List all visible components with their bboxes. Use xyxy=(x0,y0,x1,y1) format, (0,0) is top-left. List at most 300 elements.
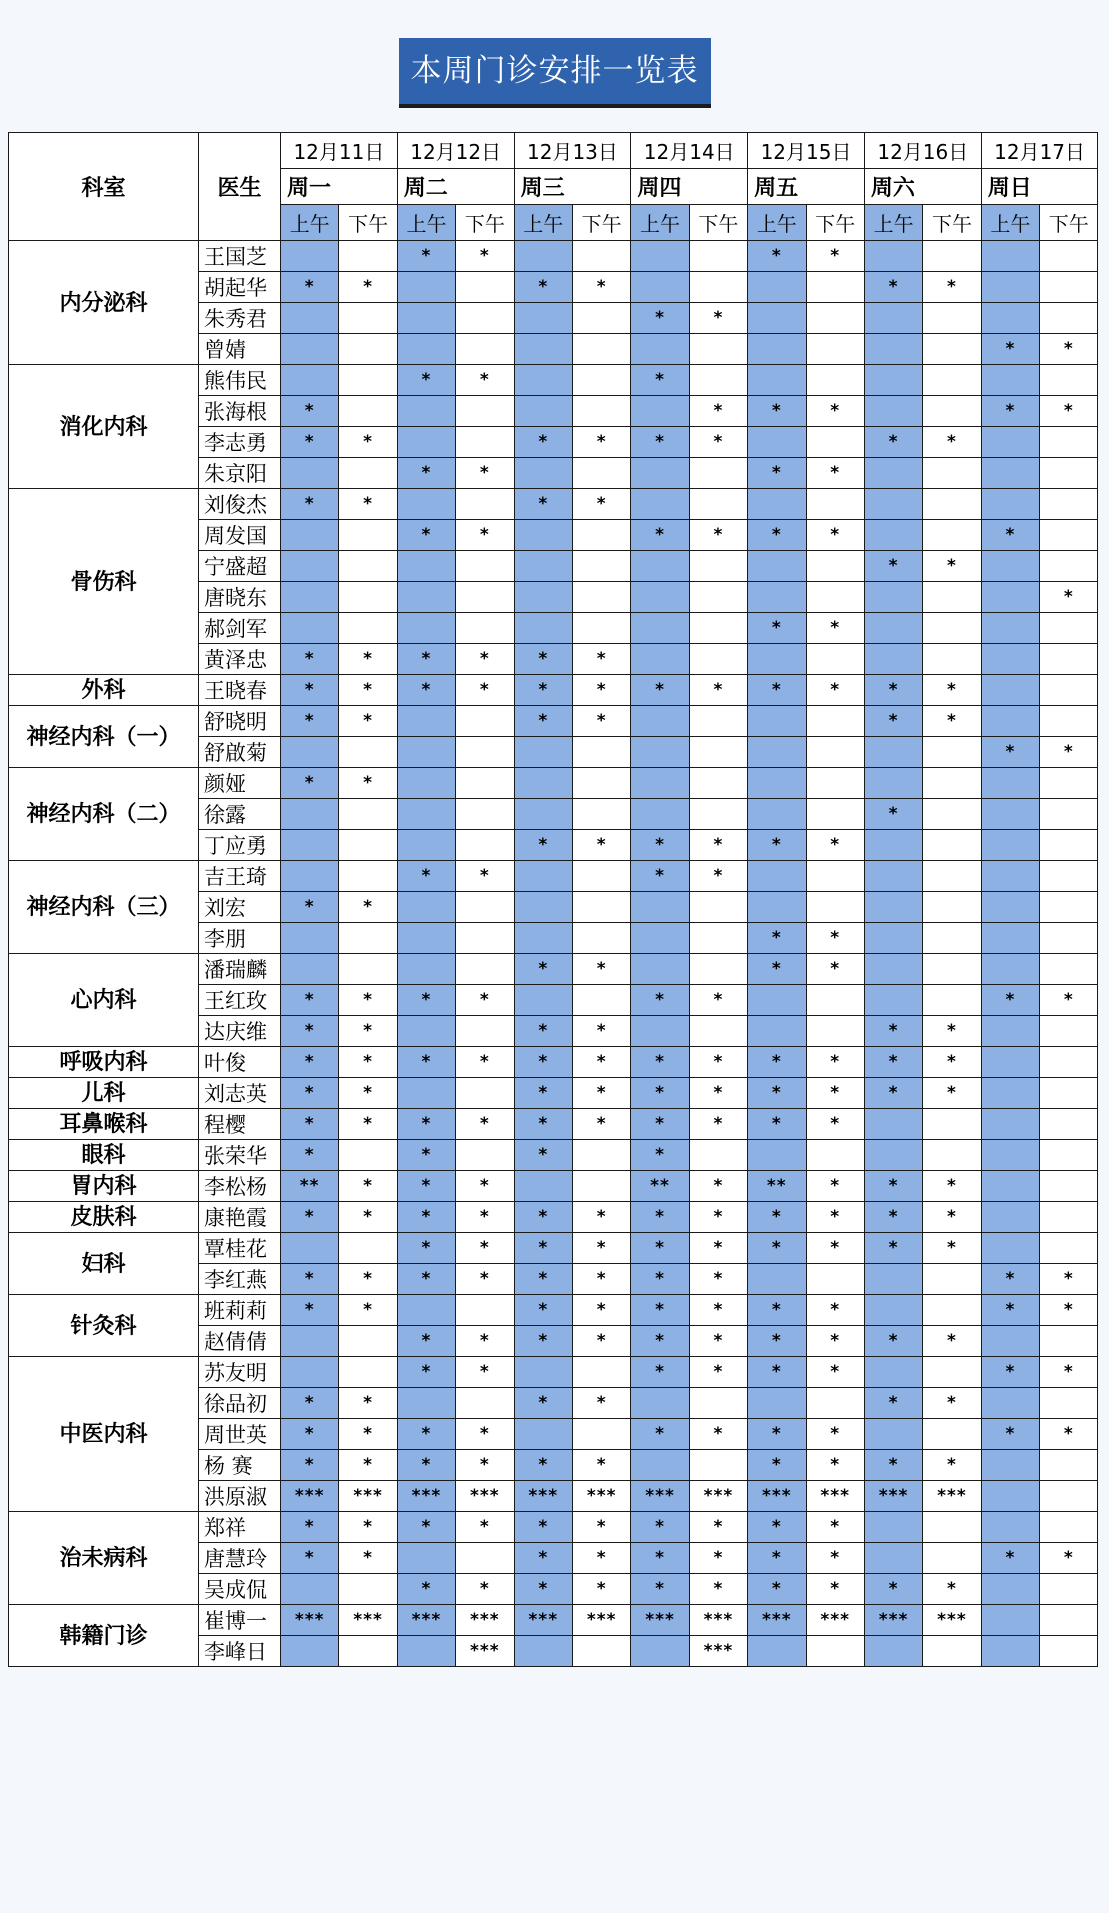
schedule-cell: * xyxy=(514,675,572,706)
schedule-cell xyxy=(923,799,981,830)
schedule-cell xyxy=(631,272,689,303)
schedule-cell: * xyxy=(864,675,922,706)
schedule-cell xyxy=(339,365,397,396)
schedule-cell xyxy=(864,1109,922,1140)
doctor-name: 刘宏 xyxy=(199,892,281,923)
schedule-cell xyxy=(281,799,339,830)
schedule-cell xyxy=(1040,303,1098,334)
schedule-cell: * xyxy=(806,1109,864,1140)
schedule-cell: *** xyxy=(514,1481,572,1512)
schedule-cell xyxy=(339,1636,397,1667)
schedule-cell xyxy=(281,458,339,489)
schedule-cell: * xyxy=(1040,396,1098,427)
schedule-cell xyxy=(631,613,689,644)
schedule-cell: * xyxy=(572,1388,630,1419)
schedule-cell xyxy=(689,644,747,675)
schedule-cell: * xyxy=(864,1388,922,1419)
schedule-cell xyxy=(748,768,806,799)
schedule-cell xyxy=(981,892,1039,923)
schedule-cell xyxy=(864,892,922,923)
doctor-name: 胡起华 xyxy=(199,272,281,303)
schedule-cell xyxy=(981,954,1039,985)
schedule-cell: * xyxy=(806,396,864,427)
schedule-cell: * xyxy=(631,1574,689,1605)
schedule-cell xyxy=(397,551,455,582)
schedule-cell xyxy=(689,1450,747,1481)
schedule-cell xyxy=(689,1016,747,1047)
schedule-cell xyxy=(981,675,1039,706)
schedule-cell: * xyxy=(689,1543,747,1574)
schedule-cell xyxy=(981,1078,1039,1109)
schedule-cell: * xyxy=(689,396,747,427)
schedule-cell: * xyxy=(281,675,339,706)
table-row xyxy=(9,1047,1098,1078)
schedule-cell xyxy=(572,551,630,582)
schedule-cell: * xyxy=(864,1171,922,1202)
schedule-cell: * xyxy=(514,1543,572,1574)
schedule-cell: * xyxy=(281,706,339,737)
schedule-cell xyxy=(572,985,630,1016)
table-row xyxy=(9,1233,1098,1264)
weekday-3: 周三 xyxy=(514,169,631,205)
table-row xyxy=(9,1171,1098,1202)
schedule-cell xyxy=(572,458,630,489)
schedule-cell: * xyxy=(864,551,922,582)
department-name: 消化内科 xyxy=(9,365,199,489)
schedule-cell: * xyxy=(689,1326,747,1357)
department-name: 神经内科（二） xyxy=(9,768,199,861)
schedule-cell: *** xyxy=(456,1605,514,1636)
schedule-cell: * xyxy=(397,985,455,1016)
schedule-cell xyxy=(923,396,981,427)
schedule-cell xyxy=(281,1357,339,1388)
schedule-cell xyxy=(981,1450,1039,1481)
schedule-cell xyxy=(923,923,981,954)
schedule-cell xyxy=(923,1636,981,1667)
schedule-body xyxy=(9,133,1098,1667)
schedule-cell xyxy=(631,334,689,365)
schedule-cell: * xyxy=(456,458,514,489)
schedule-cell xyxy=(981,1109,1039,1140)
schedule-cell xyxy=(923,520,981,551)
schedule-cell: * xyxy=(631,1233,689,1264)
schedule-cell: * xyxy=(281,396,339,427)
pm-label: 下午 xyxy=(339,205,397,241)
date-2: 12月12日 xyxy=(397,133,514,169)
weekday-4: 周四 xyxy=(631,169,748,205)
schedule-cell: * xyxy=(631,1357,689,1388)
schedule-cell xyxy=(923,1264,981,1295)
schedule-cell xyxy=(748,303,806,334)
schedule-cell: * xyxy=(514,1574,572,1605)
doctor-name: 李朋 xyxy=(199,923,281,954)
schedule-cell: * xyxy=(689,1047,747,1078)
schedule-cell: * xyxy=(514,1016,572,1047)
schedule-cell xyxy=(981,1326,1039,1357)
schedule-cell xyxy=(748,644,806,675)
schedule-cell: * xyxy=(748,1512,806,1543)
schedule-cell xyxy=(1040,1016,1098,1047)
schedule-cell xyxy=(923,613,981,644)
schedule-cell: * xyxy=(631,365,689,396)
schedule-cell: * xyxy=(923,1202,981,1233)
schedule-cell xyxy=(572,334,630,365)
schedule-cell: * xyxy=(281,489,339,520)
schedule-cell: *** xyxy=(864,1605,922,1636)
schedule-cell xyxy=(748,272,806,303)
schedule-cell: * xyxy=(1040,1357,1098,1388)
header-date-row xyxy=(9,133,1098,169)
schedule-cell xyxy=(981,1512,1039,1543)
doctor-name: 潘瑞麟 xyxy=(199,954,281,985)
schedule-cell xyxy=(514,985,572,1016)
schedule-cell: * xyxy=(339,1450,397,1481)
schedule-cell xyxy=(689,892,747,923)
am-label: 上午 xyxy=(981,205,1039,241)
schedule-cell xyxy=(397,1078,455,1109)
schedule-cell xyxy=(981,551,1039,582)
schedule-cell xyxy=(631,551,689,582)
pm-label: 下午 xyxy=(923,205,981,241)
schedule-cell: *** xyxy=(339,1481,397,1512)
doctor-name: 康艳霞 xyxy=(199,1202,281,1233)
date-6: 12月16日 xyxy=(864,133,981,169)
schedule-cell: * xyxy=(748,1543,806,1574)
schedule-cell: * xyxy=(748,1574,806,1605)
schedule-cell xyxy=(456,1016,514,1047)
schedule-cell xyxy=(806,1264,864,1295)
schedule-cell xyxy=(456,1388,514,1419)
schedule-cell: * xyxy=(806,1574,864,1605)
schedule-cell: * xyxy=(572,706,630,737)
schedule-cell xyxy=(923,985,981,1016)
schedule-cell xyxy=(456,892,514,923)
schedule-cell: * xyxy=(281,427,339,458)
title-bar xyxy=(0,38,1109,108)
schedule-cell: * xyxy=(689,830,747,861)
schedule-cell: * xyxy=(456,1326,514,1357)
department-name: 儿科 xyxy=(9,1078,199,1109)
schedule-cell xyxy=(281,334,339,365)
doctor-name: 刘俊杰 xyxy=(199,489,281,520)
schedule-cell xyxy=(1040,1512,1098,1543)
schedule-cell xyxy=(806,582,864,613)
schedule-cell: * xyxy=(1040,1419,1098,1450)
weekday-6: 周六 xyxy=(864,169,981,205)
schedule-cell xyxy=(339,303,397,334)
schedule-cell xyxy=(514,1636,572,1667)
schedule-cell xyxy=(572,396,630,427)
schedule-cell xyxy=(1040,954,1098,985)
schedule-cell: *** xyxy=(689,1481,747,1512)
schedule-cell xyxy=(1040,1636,1098,1667)
schedule-cell xyxy=(923,1419,981,1450)
schedule-cell xyxy=(631,489,689,520)
schedule-cell xyxy=(572,303,630,334)
doctor-name: 达庆维 xyxy=(199,1016,281,1047)
schedule-cell: * xyxy=(923,1574,981,1605)
schedule-cell: * xyxy=(281,1016,339,1047)
schedule-cell: * xyxy=(281,272,339,303)
schedule-cell xyxy=(339,396,397,427)
schedule-cell: * xyxy=(456,1264,514,1295)
schedule-cell xyxy=(281,954,339,985)
schedule-cell: * xyxy=(339,1016,397,1047)
schedule-cell xyxy=(339,1326,397,1357)
doctor-name: 朱京阳 xyxy=(199,458,281,489)
schedule-cell xyxy=(572,892,630,923)
schedule-cell: * xyxy=(456,1171,514,1202)
schedule-cell xyxy=(689,334,747,365)
schedule-cell xyxy=(864,768,922,799)
schedule-cell xyxy=(689,582,747,613)
schedule-cell xyxy=(397,427,455,458)
schedule-cell: * xyxy=(981,1543,1039,1574)
schedule-cell xyxy=(456,551,514,582)
schedule-cell: * xyxy=(689,1202,747,1233)
schedule-cell: * xyxy=(514,1295,572,1326)
schedule-cell: * xyxy=(572,1326,630,1357)
schedule-cell: * xyxy=(514,1388,572,1419)
schedule-cell xyxy=(397,923,455,954)
schedule-cell: * xyxy=(456,1202,514,1233)
schedule-cell xyxy=(864,1264,922,1295)
schedule-cell: *** xyxy=(748,1605,806,1636)
schedule-cell xyxy=(864,1357,922,1388)
schedule-cell: * xyxy=(689,1264,747,1295)
schedule-cell: * xyxy=(572,427,630,458)
schedule-cell: * xyxy=(806,1512,864,1543)
page-title: 本周门诊安排一览表 xyxy=(399,38,711,108)
schedule-cell xyxy=(1040,458,1098,489)
schedule-cell: * xyxy=(864,1450,922,1481)
doctor-name: 杨 赛 xyxy=(199,1450,281,1481)
department-name: 妇科 xyxy=(9,1233,199,1295)
schedule-cell: * xyxy=(631,1202,689,1233)
schedule-cell: * xyxy=(689,675,747,706)
schedule-cell: * xyxy=(339,1388,397,1419)
schedule-cell xyxy=(689,489,747,520)
schedule-cell xyxy=(397,768,455,799)
doctor-name: 吴成侃 xyxy=(199,1574,281,1605)
schedule-cell: * xyxy=(339,1078,397,1109)
schedule-cell: * xyxy=(981,985,1039,1016)
schedule-cell xyxy=(806,1140,864,1171)
schedule-cell xyxy=(572,1636,630,1667)
department-name: 心内科 xyxy=(9,954,199,1047)
schedule-cell xyxy=(1040,1140,1098,1171)
schedule-cell: * xyxy=(572,1512,630,1543)
department-name: 皮肤科 xyxy=(9,1202,199,1233)
schedule-cell xyxy=(339,799,397,830)
schedule-cell xyxy=(748,706,806,737)
schedule-cell xyxy=(923,1543,981,1574)
schedule-cell: * xyxy=(923,1450,981,1481)
schedule-cell: *** xyxy=(631,1605,689,1636)
schedule-cell xyxy=(514,1171,572,1202)
schedule-cell xyxy=(806,706,864,737)
schedule-cell: * xyxy=(339,1419,397,1450)
schedule-cell: * xyxy=(514,1202,572,1233)
schedule-cell xyxy=(981,1016,1039,1047)
schedule-cell xyxy=(339,1574,397,1605)
schedule-cell xyxy=(514,1419,572,1450)
schedule-cell: * xyxy=(631,1326,689,1357)
schedule-cell: *** xyxy=(397,1605,455,1636)
schedule-cell: * xyxy=(397,458,455,489)
schedule-cell: * xyxy=(631,675,689,706)
schedule-cell xyxy=(806,334,864,365)
schedule-cell: * xyxy=(339,1109,397,1140)
schedule-cell xyxy=(981,272,1039,303)
weekday-5: 周五 xyxy=(748,169,865,205)
schedule-cell xyxy=(864,985,922,1016)
schedule-cell xyxy=(923,365,981,396)
doctor-name: 王晓春 xyxy=(199,675,281,706)
header-doctor: 医生 xyxy=(199,133,281,241)
schedule-cell: * xyxy=(748,1233,806,1264)
schedule-cell xyxy=(1040,1109,1098,1140)
schedule-cell: * xyxy=(339,1171,397,1202)
schedule-cell: * xyxy=(689,1357,747,1388)
schedule-cell: * xyxy=(339,427,397,458)
schedule-cell: * xyxy=(456,1109,514,1140)
department-name: 胃内科 xyxy=(9,1171,199,1202)
doctor-name: 苏友明 xyxy=(199,1357,281,1388)
schedule-cell: * xyxy=(806,1078,864,1109)
schedule-cell xyxy=(923,1357,981,1388)
doctor-name: 郝剑军 xyxy=(199,613,281,644)
schedule-cell: * xyxy=(806,613,864,644)
doctor-name: 宁盛超 xyxy=(199,551,281,582)
schedule-cell: * xyxy=(748,1295,806,1326)
schedule-cell: * xyxy=(572,1574,630,1605)
schedule-cell: * xyxy=(456,1450,514,1481)
schedule-cell xyxy=(631,1450,689,1481)
schedule-cell xyxy=(456,582,514,613)
schedule-cell xyxy=(339,241,397,272)
schedule-cell: * xyxy=(456,861,514,892)
schedule-cell xyxy=(1040,520,1098,551)
schedule-cell: * xyxy=(748,396,806,427)
schedule-cell: * xyxy=(339,1047,397,1078)
schedule-cell xyxy=(864,954,922,985)
doctor-name: 徐品初 xyxy=(199,1388,281,1419)
schedule-cell: * xyxy=(689,303,747,334)
schedule-cell xyxy=(397,1636,455,1667)
schedule-cell xyxy=(981,427,1039,458)
schedule-cell: * xyxy=(456,1047,514,1078)
schedule-cell xyxy=(514,923,572,954)
schedule-cell xyxy=(689,272,747,303)
am-label: 上午 xyxy=(631,205,689,241)
schedule-cell xyxy=(981,303,1039,334)
schedule-cell: * xyxy=(339,985,397,1016)
schedule-cell xyxy=(397,582,455,613)
schedule-cell xyxy=(1040,861,1098,892)
schedule-cell xyxy=(923,1512,981,1543)
schedule-cell: * xyxy=(981,737,1039,768)
table-row xyxy=(9,365,1098,396)
schedule-cell xyxy=(514,241,572,272)
schedule-cell xyxy=(923,954,981,985)
schedule-cell xyxy=(397,1543,455,1574)
schedule-cell: * xyxy=(281,644,339,675)
schedule-cell: *** xyxy=(281,1605,339,1636)
schedule-cell xyxy=(981,644,1039,675)
schedule-cell xyxy=(806,799,864,830)
schedule-cell: * xyxy=(397,1109,455,1140)
schedule-cell xyxy=(689,551,747,582)
schedule-cell: * xyxy=(748,675,806,706)
schedule-cell xyxy=(631,954,689,985)
schedule-cell: * xyxy=(981,1295,1039,1326)
schedule-cell: * xyxy=(456,365,514,396)
schedule-cell: * xyxy=(631,303,689,334)
schedule-cell: * xyxy=(923,1078,981,1109)
schedule-cell xyxy=(748,427,806,458)
schedule-cell: * xyxy=(864,706,922,737)
schedule-cell xyxy=(456,303,514,334)
schedule-cell: *** xyxy=(631,1481,689,1512)
schedule-cell xyxy=(1040,1202,1098,1233)
schedule-cell xyxy=(397,1388,455,1419)
schedule-cell: * xyxy=(514,1233,572,1264)
schedule-cell: * xyxy=(339,1512,397,1543)
schedule-cell xyxy=(981,706,1039,737)
schedule-cell: * xyxy=(514,830,572,861)
schedule-cell: * xyxy=(923,427,981,458)
schedule-cell xyxy=(923,303,981,334)
schedule-cell xyxy=(981,1388,1039,1419)
schedule-cell: *** xyxy=(397,1481,455,1512)
schedule-cell xyxy=(1040,1605,1098,1636)
schedule-cell: * xyxy=(748,1450,806,1481)
schedule-cell: * xyxy=(514,1450,572,1481)
schedule-cell xyxy=(689,923,747,954)
schedule-cell xyxy=(514,334,572,365)
schedule-cell xyxy=(281,613,339,644)
schedule-cell xyxy=(1040,1047,1098,1078)
doctor-name: 李志勇 xyxy=(199,427,281,458)
schedule-cell xyxy=(1040,892,1098,923)
schedule-cell xyxy=(514,768,572,799)
schedule-cell xyxy=(281,1574,339,1605)
schedule-cell: * xyxy=(397,1450,455,1481)
schedule-cell xyxy=(1040,1450,1098,1481)
schedule-cell: * xyxy=(339,675,397,706)
schedule-cell: * xyxy=(514,1047,572,1078)
schedule-cell: * xyxy=(339,706,397,737)
schedule-cell: * xyxy=(281,1140,339,1171)
schedule-cell xyxy=(748,582,806,613)
schedule-cell: * xyxy=(1040,1264,1098,1295)
schedule-cell xyxy=(397,706,455,737)
department-name: 内分泌科 xyxy=(9,241,199,365)
schedule-cell: * xyxy=(631,985,689,1016)
schedule-cell xyxy=(748,985,806,1016)
schedule-cell: * xyxy=(748,1357,806,1388)
department-name: 骨伤科 xyxy=(9,489,199,675)
doctor-name: 张海根 xyxy=(199,396,281,427)
doctor-name: 曾婧 xyxy=(199,334,281,365)
schedule-cell xyxy=(631,706,689,737)
schedule-cell: * xyxy=(864,1047,922,1078)
schedule-cell xyxy=(864,1295,922,1326)
schedule-cell: * xyxy=(748,1202,806,1233)
schedule-cell: * xyxy=(748,1047,806,1078)
schedule-cell xyxy=(864,520,922,551)
